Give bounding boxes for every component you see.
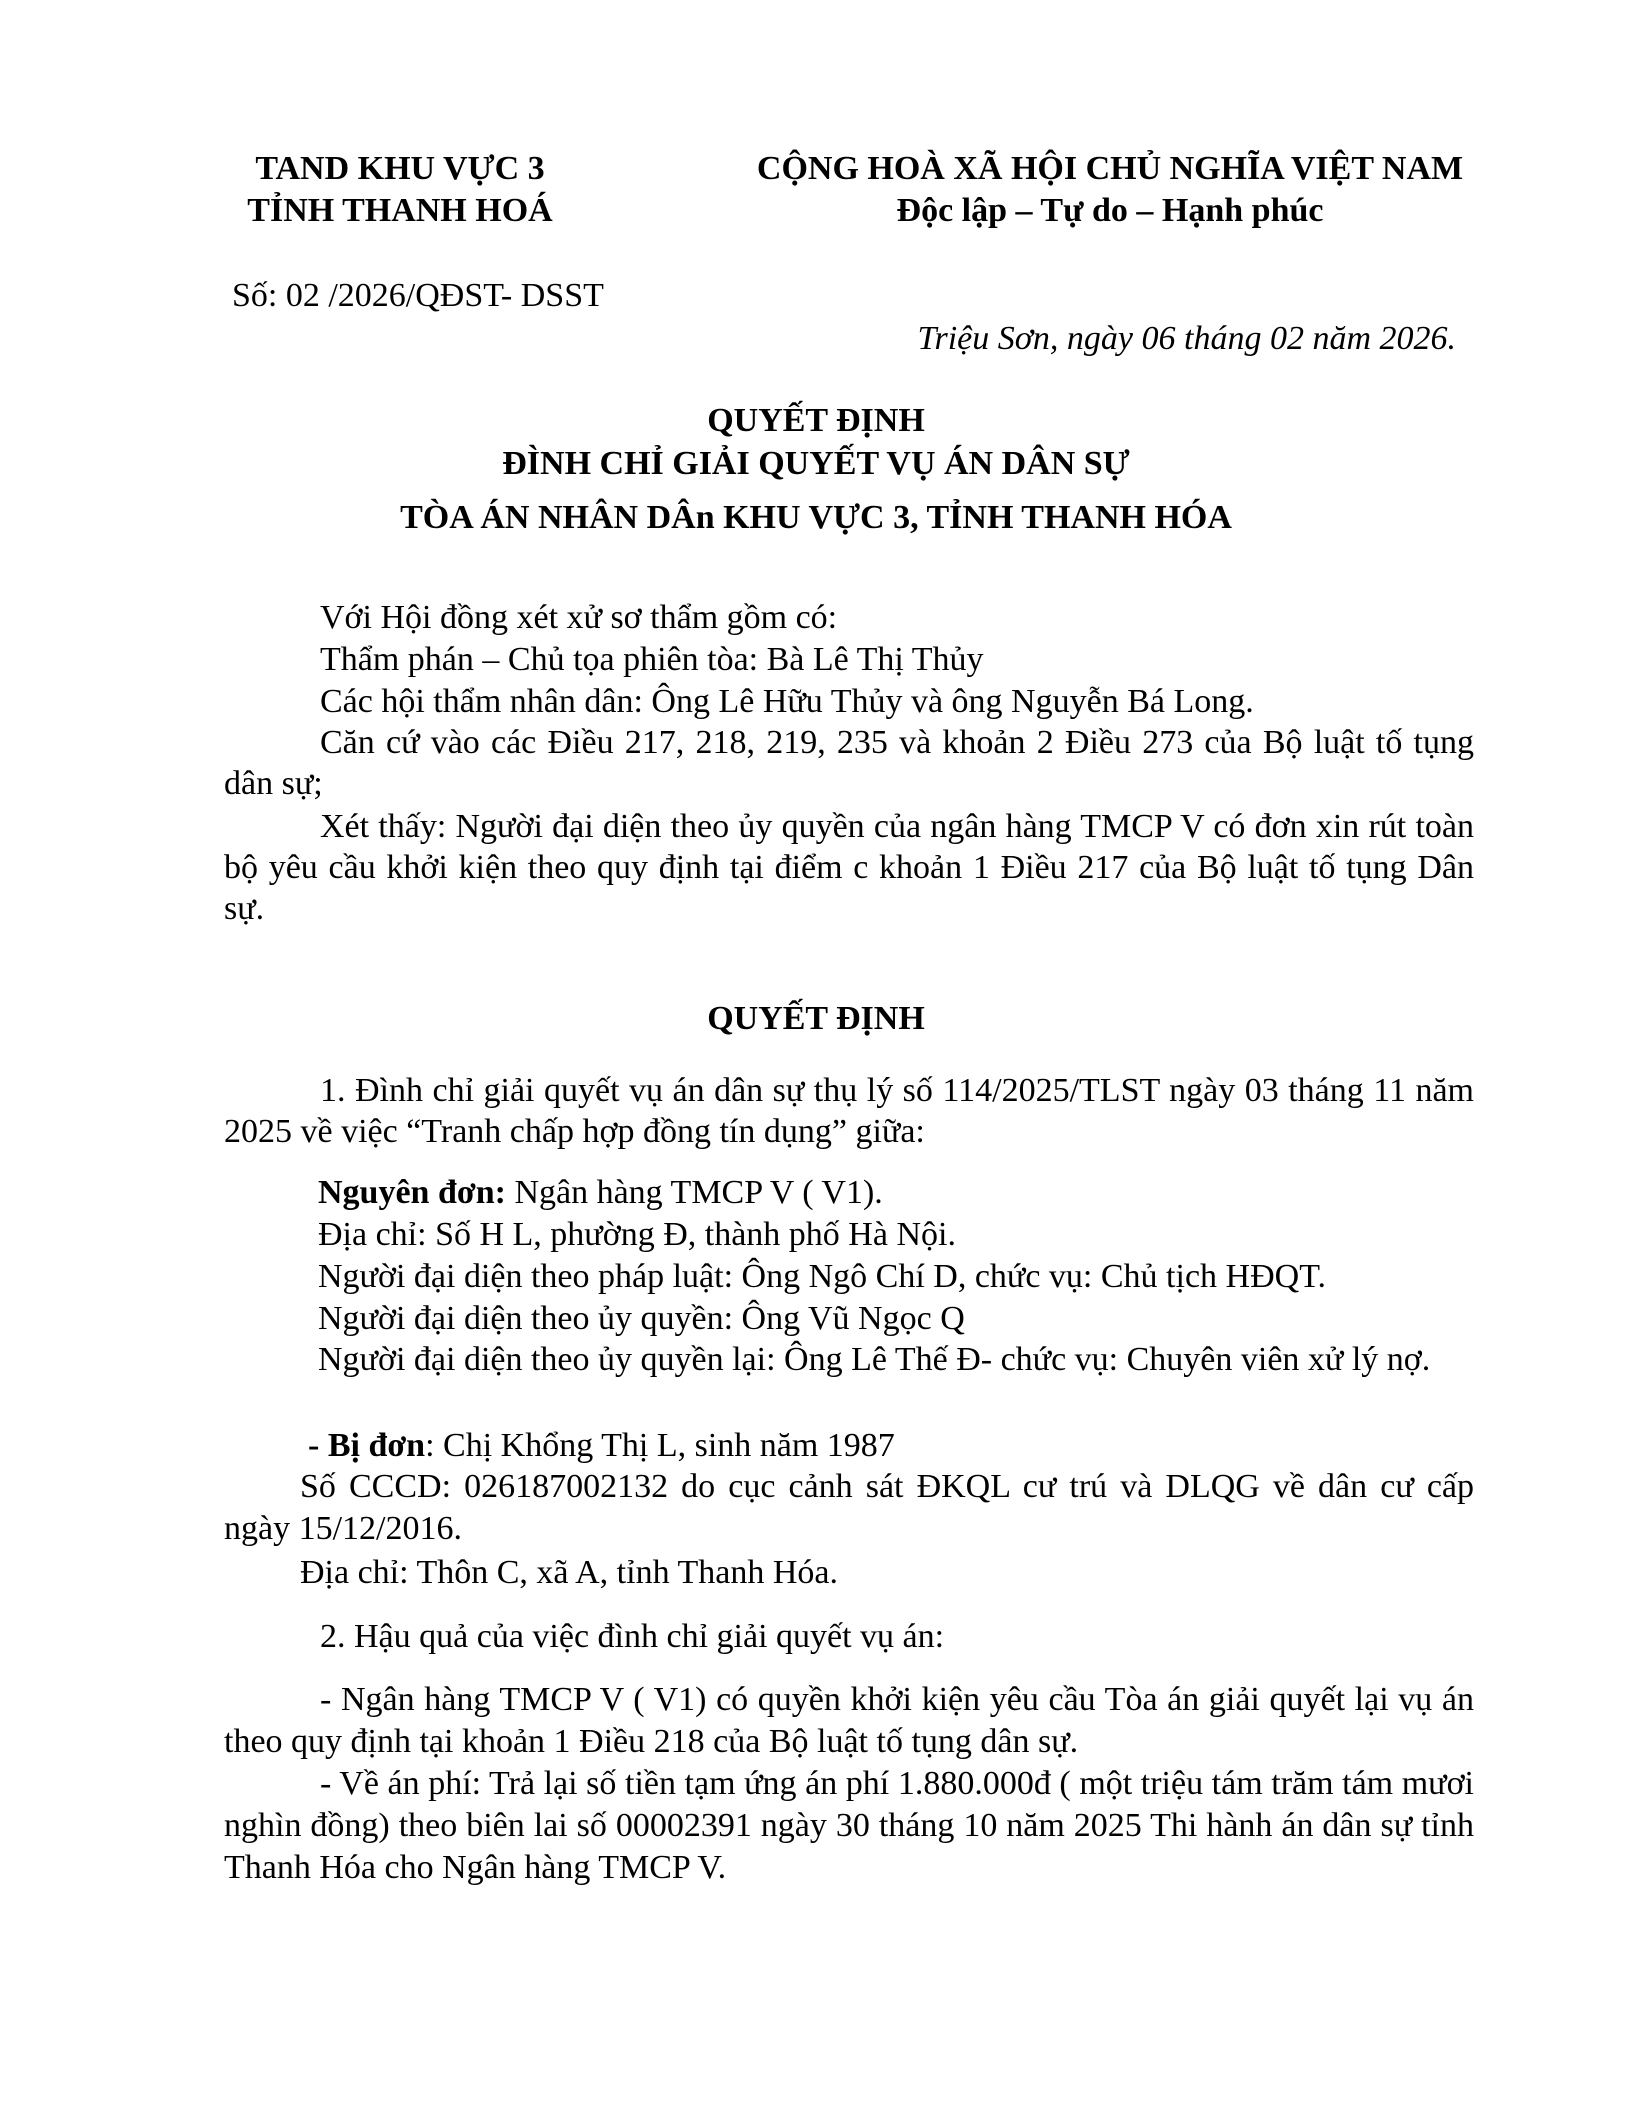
authorized-representative: Người đại diện theo ủy quyền: Ông Vũ Ngọc Q	[318, 1300, 965, 1337]
legal-representative: Người đại diện theo pháp luật: Ông Ngô Chí D, chức vụ: Chủ tịch HĐQT.	[318, 1258, 1326, 1295]
doc-title: QUYẾT ĐỊNH	[707, 402, 925, 439]
consequence-1: - Ngân hàng TMCP V ( V1) có quyền khởi kiện yêu cầu Tòa án giải quyết lại vụ án theo quy định tại khoản 1 Điều 218 của Bộ luật tố tụng dân sự.	[224, 1681, 1474, 1760]
doc-subtitle: ĐÌNH CHỈ GIẢI QUYẾT VỤ ÁN DÂN SỰ	[502, 445, 1130, 482]
intro-paragraph-5: Xét thấy: Người đại diện theo ủy quyền của ngân hàng TMCP V có đơn xin rút toàn bộ yêu cầu khởi kiện theo quy định tại điểm c khoản 1 Điều 217 của Bộ luật tố tụng Dân sự.	[224, 808, 1474, 927]
court-name-line1: TAND KHU VỰC 3	[255, 150, 545, 187]
intro-paragraph-2: Thẩm phán – Chủ tọa phiên tòa: Bà Lê Thị Thủy	[320, 641, 984, 678]
court-title: TÒA ÁN NHÂN DÂn KHU VỰC 3, TỈNH THANH HÓA	[400, 499, 1232, 536]
decision-number: Số: 02 /2026/QĐST- DSST	[232, 277, 604, 314]
defendant-address: Địa chỉ: Thôn C, xã A, tỉnh Thanh Hóa.	[300, 1554, 838, 1591]
sub-authorized-representative: Người đại diện theo ủy quyền lại: Ông Lê Thế Đ- chức vụ: Chuyên viên xử lý nợ.	[318, 1341, 1431, 1378]
place-date: Triệu Sơn, ngày 06 tháng 02 năm 2026.	[917, 320, 1456, 357]
court-name-line2: TỈNH THANH HOÁ	[247, 192, 553, 229]
plaintiff-line	[318, 1171, 883, 1215]
decision-item-1: 1. Đình chỉ giải quyết vụ án dân sự thụ lý số 114/2025/TLST ngày 03 tháng 11 năm 2025 về việc “Tranh chấp hợp đồng tín dụng” giữa:	[224, 1072, 1474, 1150]
national-title: CỘNG HOÀ XÃ HỘI CHỦ NGHĨA VIỆT NAM	[756, 150, 1464, 187]
plaintiff-value: Ngân hàng TMCP V ( V1).	[505, 1174, 883, 1211]
plaintiff-address: Địa chỉ: Số H L, phường Đ, thành phố Hà Nội.	[318, 1216, 956, 1253]
intro-paragraph-1: Với Hội đồng xét xử sơ thẩm gồm có:	[320, 599, 838, 636]
plaintiff-label: Nguyên đơn:	[318, 1174, 506, 1211]
intro-paragraph-4: Căn cứ vào các Điều 217, 218, 219, 235 và khoản 2 Điều 273 của Bộ luật tố tụng dân sự;	[224, 724, 1474, 802]
decision-item-2: 2. Hậu quả của việc đình chỉ giải quyết vụ án:	[320, 1618, 945, 1655]
national-motto: Độc lập – Tự do – Hạnh phúc	[896, 192, 1324, 229]
consequence-2: - Về án phí: Trả lại số tiền tạm ứng án phí 1.880.000đ ( một triệu tám trăm tám mươi nghìn đồng) theo biên lai số 00002391 ngày 30 tháng 10 năm 2025 Thi hành án dân sự tỉnh Thanh Hóa cho Ngân hàng TMCP V.	[224, 1765, 1474, 1886]
decision-heading: QUYẾT ĐỊNH	[707, 1000, 925, 1037]
intro-paragraph-3: Các hội thẩm nhân dân: Ông Lê Hữu Thủy và ông Nguyễn Bá Long.	[320, 683, 1254, 720]
defendant-id-card: Số CCCD: 026187002132 do cục cảnh sát ĐKQL cư trú và DLQG về dân cư cấp ngày 15/12/2016.	[224, 1468, 1474, 1547]
defendant-label: - Bị đơn	[308, 1427, 426, 1464]
defendant-line	[308, 1424, 895, 1468]
defendant-value: : Chị Khổng Thị L, sinh năm 1987	[425, 1427, 895, 1464]
